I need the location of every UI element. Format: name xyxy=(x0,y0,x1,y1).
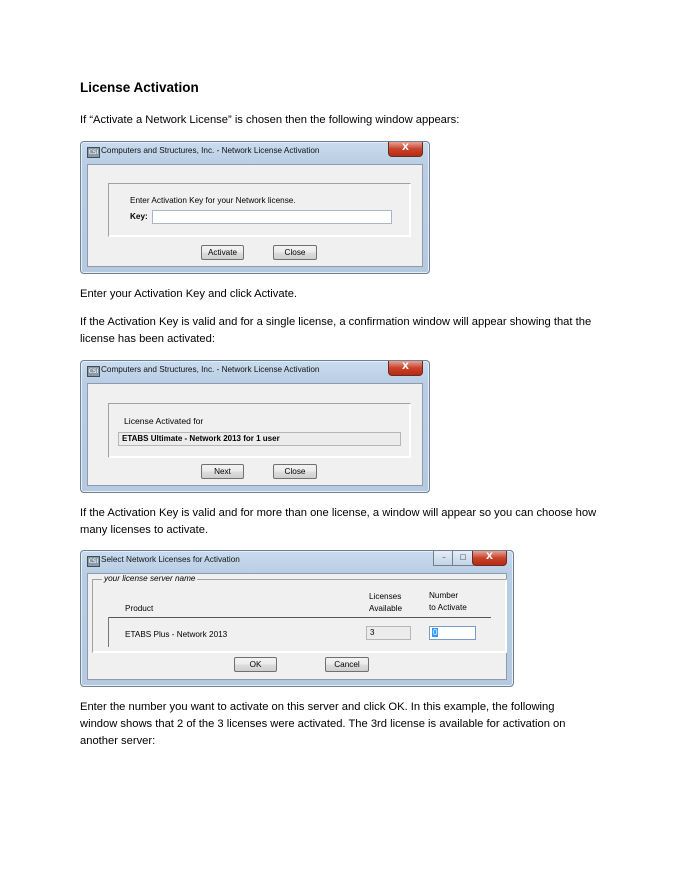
paragraph: If the Activation Key is valid and for more than one license, a window will appear so you can choose how xyxy=(80,507,597,519)
minimize-icon[interactable]: – xyxy=(433,551,455,566)
dialog-client xyxy=(87,383,423,486)
close-icon[interactable]: X xyxy=(388,142,423,157)
available-column-header-2: Available xyxy=(369,604,403,613)
licenses-to-activate-input[interactable]: 0 xyxy=(429,626,476,640)
key-input[interactable] xyxy=(152,210,392,224)
row-border xyxy=(108,617,109,647)
csi-app-icon: CSI xyxy=(88,149,99,156)
close-button[interactable]: Close xyxy=(273,245,317,260)
dialog-title: Select Network Licenses for Activation xyxy=(101,555,240,564)
activated-dialog xyxy=(80,360,430,493)
dialog-client xyxy=(87,164,423,267)
select-licenses-dialog xyxy=(80,550,514,687)
next-button[interactable]: Next xyxy=(201,464,244,479)
activated-heading: License Activated for xyxy=(124,416,204,426)
paragraph: Enter your Activation Key and click Activate. xyxy=(80,288,298,300)
maximize-icon[interactable]: □ xyxy=(452,551,474,566)
dialog-title: Computers and Structures, Inc. - Network License Activation xyxy=(101,365,320,374)
paragraph: window shows that 2 of the 3 licenses were activated. The 3rd license is available for activation on xyxy=(80,718,566,730)
paragraph: Enter the number you want to activate on this server and click OK. In this example, the following xyxy=(80,701,555,713)
dialog-titlebar[interactable] xyxy=(81,361,429,381)
activate-column-header-2: to Activate xyxy=(429,603,467,612)
result-groupbox xyxy=(108,403,411,458)
paragraph: license has been activated: xyxy=(80,333,215,345)
key-label: Key: xyxy=(130,212,148,221)
close-icon[interactable]: X xyxy=(472,551,507,566)
cancel-button[interactable]: Cancel xyxy=(325,657,369,672)
licenses-available-value: 3 xyxy=(366,626,411,640)
csi-app-icon: CSI xyxy=(88,558,99,565)
dialog-titlebar[interactable] xyxy=(81,551,513,571)
paragraph: another server: xyxy=(80,735,156,747)
dialog-client xyxy=(87,573,507,680)
license-product-name: ETABS Plus - Network 2013 xyxy=(125,630,228,639)
header-divider xyxy=(108,617,491,618)
page-title: License Activation xyxy=(80,80,199,95)
close-icon[interactable]: X xyxy=(388,361,423,376)
product-column-header: Product xyxy=(125,604,154,613)
activated-license-value: ETABS Ultimate - Network 2013 for 1 user xyxy=(118,432,401,446)
csi-app-icon: CSI xyxy=(88,368,99,375)
server-name-label: your license server name xyxy=(104,574,196,583)
close-button[interactable]: Close xyxy=(273,464,317,479)
ok-button[interactable]: OK xyxy=(234,657,277,672)
dialog-title: Computers and Structures, Inc. - Network License Activation xyxy=(101,146,320,155)
dialog-titlebar[interactable] xyxy=(81,142,429,162)
paragraph: many licenses to activate. xyxy=(80,524,209,536)
activate-column-header: Number xyxy=(429,591,459,600)
activate-button[interactable]: Activate xyxy=(201,245,244,260)
paragraph: If the Activation Key is valid and for a single license, a confirmation window will appear showing that the xyxy=(80,316,592,328)
activation-prompt: Enter Activation Key for your Network license. xyxy=(130,196,296,205)
activation-dialog xyxy=(80,141,430,274)
available-column-header: Licenses xyxy=(369,592,402,601)
paragraph: If “Activate a Network License” is chosen then the following window appears: xyxy=(80,114,460,126)
